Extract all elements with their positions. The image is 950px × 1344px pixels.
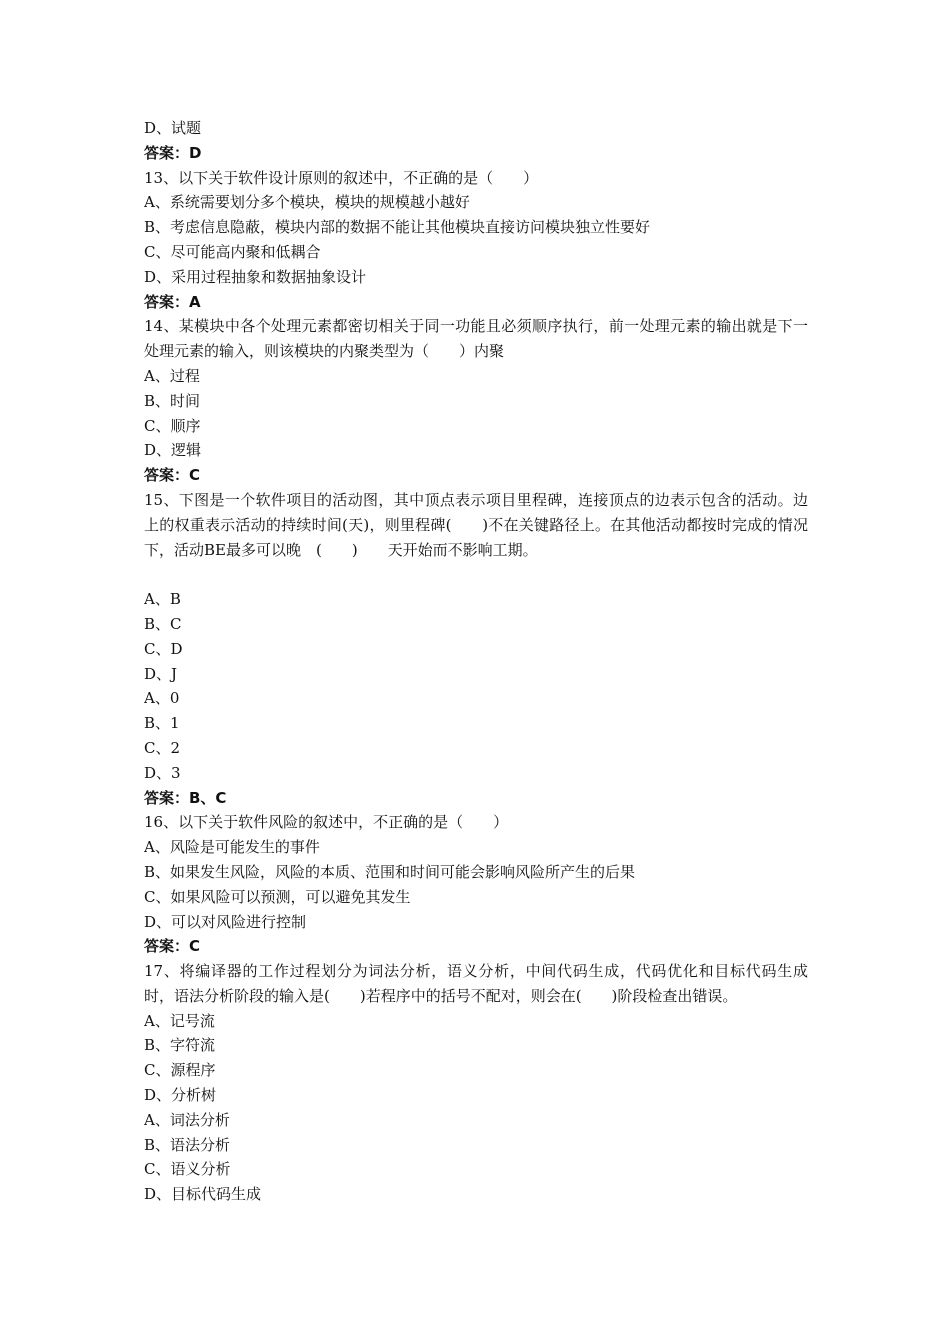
- option-d: D、试题: [144, 119, 202, 137]
- option: A、记号流: [144, 1011, 215, 1030]
- question-12-tail: [144, 116, 808, 166]
- answer-12: 答案：D: [144, 143, 202, 162]
- option: A、0: [144, 689, 180, 708]
- option: A、词法分析: [144, 1110, 230, 1129]
- option: B、1: [144, 714, 180, 733]
- question-15: [144, 488, 808, 810]
- option: B、C: [144, 614, 182, 633]
- option: C、顺序: [144, 416, 201, 435]
- option: B、字符流: [144, 1036, 216, 1055]
- option: A、过程: [144, 366, 200, 385]
- option: C、源程序: [144, 1061, 216, 1080]
- answer-13: 答案：A: [144, 292, 201, 311]
- question-17: [144, 959, 808, 1207]
- option: D、J: [144, 664, 178, 683]
- answer-16: 答案：C: [144, 937, 201, 956]
- option: D、采用过程抽象和数据抽象设计: [144, 267, 367, 286]
- option: A、系统需要划分多个模块，模块的规模越小越好: [144, 193, 470, 212]
- option: C、语义分析: [144, 1160, 231, 1179]
- option: D、可以对风险进行控制: [144, 912, 307, 931]
- document-page: [144, 116, 808, 1207]
- option: A、风险是可能发生的事件: [144, 838, 320, 857]
- option: C、D: [144, 639, 183, 658]
- option: B、考虑信息隐蔽，模块内部的数据不能让其他模块直接访问模块独立性要好: [144, 218, 651, 237]
- question-13-stem: 13、以下关于软件设计原则的叙述中，不正确的是（ ）: [144, 168, 539, 187]
- option: A、B: [144, 590, 181, 609]
- question-13: [144, 166, 808, 315]
- figure-placeholder: [144, 562, 808, 587]
- option: D、3: [144, 763, 181, 782]
- option: B、时间: [144, 391, 201, 410]
- option: D、分析树: [144, 1086, 217, 1105]
- question-17-stem: 17、将编译器的工作过程划分为词法分析，语义分析，中间代码生成，代码优化和目标代码生成时，语法分析阶段的输入是( )若程序中的括号不配对，则会在( )阶段检查出错误。: [144, 962, 808, 1005]
- question-16-stem: 16、以下关于软件风险的叙述中，不正确的是（ ）: [144, 813, 509, 832]
- answer-15: 答案：B、C: [144, 788, 227, 807]
- option: D、目标代码生成: [144, 1185, 262, 1204]
- option: B、如果发生风险，风险的本质、范围和时间可能会影响风险所产生的后果: [144, 862, 636, 881]
- question-14-stem: 14、某模块中各个处理元素都密切相关于同一功能且必须顺序执行，前一处理元素的输出就是下一处理元素的输入，则该模块的内聚类型为（ ）内聚: [144, 317, 808, 361]
- option: C、2: [144, 738, 181, 757]
- option: D、逻辑: [144, 441, 202, 460]
- question-16: [144, 810, 808, 959]
- option: B、语法分析: [144, 1135, 231, 1154]
- question-14: [144, 314, 808, 488]
- option: C、如果风险可以预测，可以避免其发生: [144, 887, 411, 906]
- option: C、尽可能高内聚和低耦合: [144, 242, 321, 261]
- question-15-stem: 15、下图是一个软件项目的活动图，其中顶点表示项目里程碑，连接顶点的边表示包含的活动。边上的权重表示活动的持续时间(天)，则里程碑( )不在关键路径上。在其他活动都按时完成的情况下，活动BE最多可以晚 ( ) 天开始而不影响工期。: [144, 490, 808, 559]
- answer-14: 答案：C: [144, 466, 201, 485]
